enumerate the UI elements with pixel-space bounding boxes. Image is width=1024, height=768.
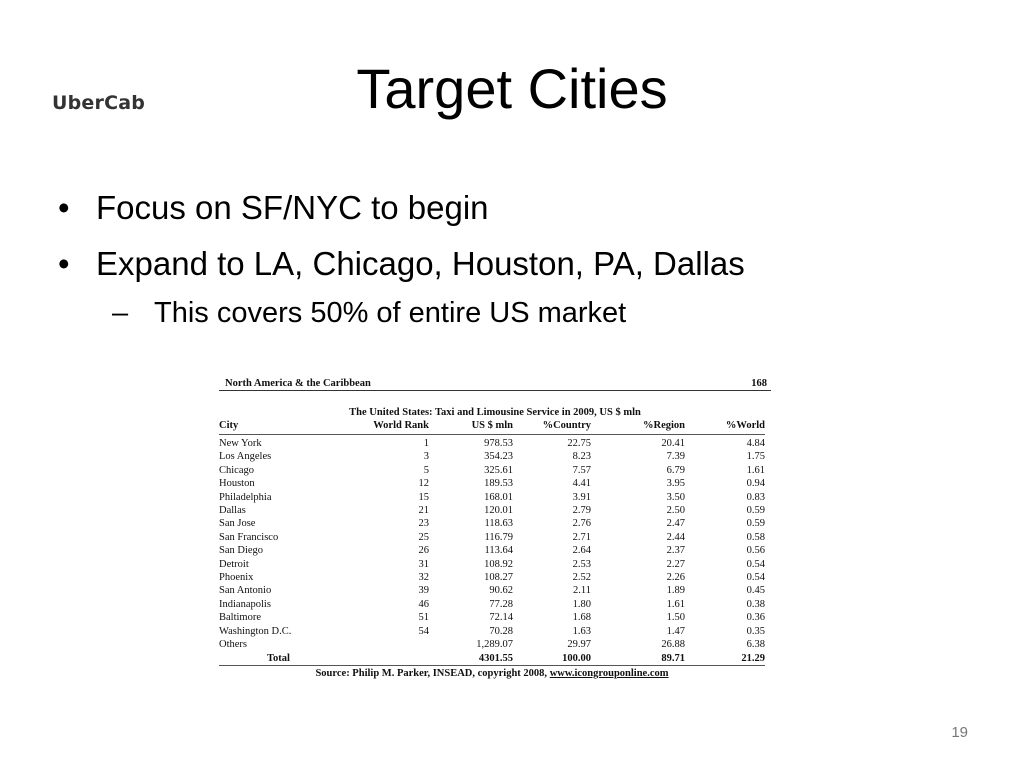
bullet-glyph: • [58, 245, 70, 282]
table-row [219, 584, 765, 597]
table-cell: San Antonio [219, 585, 272, 597]
table-cell: 0.54 [746, 572, 765, 584]
table-cell: 3 [423, 451, 429, 463]
table-cell: 2.11 [573, 585, 591, 597]
table-row [219, 611, 765, 624]
table-cell: 0.59 [746, 518, 765, 530]
table-row [219, 544, 765, 557]
table-cell: Indianapolis [219, 598, 271, 610]
table-total-row [219, 652, 765, 666]
table-row [219, 435, 765, 451]
table-cell: 0.59 [746, 505, 765, 517]
table-cell: Los Angeles [219, 451, 272, 463]
table-cell: 1.89 [666, 585, 685, 597]
table-cell: 0.36 [746, 612, 765, 624]
table-body [219, 435, 765, 666]
table-cell: San Francisco [219, 531, 279, 543]
table-cell: 1.61 [746, 464, 765, 476]
table-cell: Philadelphia [219, 491, 272, 503]
table-cell: 325.61 [484, 464, 513, 476]
table-cell: 90.62 [489, 585, 513, 597]
table-cell: 46 [418, 598, 429, 610]
table-cell: 0.45 [746, 585, 765, 597]
table-cell: 2.52 [572, 572, 591, 584]
table-cell: 4301.55 [429, 652, 513, 666]
table-cell: Chicago [219, 464, 254, 476]
table-cell: 1.80 [572, 598, 591, 610]
bullet-list [58, 186, 958, 332]
table-cell: 22.75 [567, 438, 591, 449]
table-row [219, 491, 765, 504]
market-table-image [219, 378, 771, 679]
table-cell: 29.97 [567, 639, 591, 651]
table-cell: Dallas [219, 505, 246, 517]
sub-bullet-text: This covers 50% of entire US market [154, 297, 627, 329]
table-cell: 32 [418, 572, 429, 584]
table-cell: 31 [418, 558, 429, 570]
table-cell: 120.01 [484, 505, 513, 517]
source-link[interactable]: www.icongrouponline.com [549, 667, 669, 679]
table-cell [339, 638, 429, 651]
table-cell: San Diego [219, 545, 264, 557]
table-cell: 0.38 [746, 598, 765, 610]
table-row [219, 504, 765, 517]
table-cell: 2.50 [666, 505, 685, 517]
table-cell: 118.63 [484, 518, 513, 530]
slide-title: Target Cities [356, 57, 668, 120]
sub-bullet-item [58, 294, 958, 332]
table-cell: 168.01 [484, 491, 513, 503]
table-cell: 2.76 [572, 518, 591, 530]
table-cell: 25 [418, 531, 429, 543]
table-cell: 1.61 [666, 598, 685, 610]
table-source [219, 668, 765, 679]
table-cell: 0.56 [746, 545, 765, 557]
table-cell: 21 [418, 505, 429, 517]
table-cell: San Jose [219, 518, 256, 530]
table-cell: 2.27 [666, 558, 685, 570]
table-cell: Houston [219, 478, 255, 490]
table-cell: 2.26 [666, 572, 685, 584]
table-cell: 3.95 [666, 478, 685, 490]
table-row [219, 464, 765, 477]
table-cell [339, 652, 429, 666]
table-cell: 4.41 [572, 478, 591, 490]
table-cell: 978.53 [484, 438, 513, 449]
table-cell: 15 [418, 491, 429, 503]
table-cell: 116.79 [484, 531, 513, 543]
bullet-item [58, 186, 958, 242]
table-cell: Baltimore [219, 612, 261, 624]
table-cell: 7.39 [666, 451, 685, 463]
table-cell: Phoenix [219, 572, 254, 584]
table-cell: 6.79 [666, 464, 685, 476]
table-cell: 2.37 [666, 545, 685, 557]
table-cell: 89.71 [591, 652, 685, 666]
table-cell: 77.28 [489, 598, 513, 610]
table-row [219, 450, 765, 463]
column-header: City [219, 418, 339, 435]
table-cell: 6.38 [746, 639, 765, 651]
table-row [219, 531, 765, 544]
table-cell: 20.41 [661, 438, 685, 449]
table-cell: 108.92 [484, 558, 513, 570]
table-cell: 1.75 [746, 451, 765, 463]
table-cell: New York [219, 438, 262, 449]
table-page-header [219, 378, 771, 391]
table-cell: 39 [418, 585, 429, 597]
table-cell: 54 [418, 625, 429, 637]
table-cell: 108.27 [484, 572, 513, 584]
table-row [219, 625, 765, 638]
table-cell: Total [219, 652, 339, 666]
table-cell: 23 [418, 518, 429, 530]
table-row [219, 558, 765, 571]
table-cell: 0.35 [746, 625, 765, 637]
column-header: %Region [591, 418, 685, 435]
table-cell: 26.88 [661, 639, 685, 651]
table-cell: 0.58 [746, 531, 765, 543]
table-cell: Detroit [219, 558, 249, 570]
table-cell: 12 [418, 478, 429, 490]
table-cell: Others [219, 639, 247, 651]
column-header: %World [685, 418, 765, 435]
table-cell: 72.14 [489, 612, 513, 624]
bullet-glyph: • [58, 189, 70, 226]
table-cell: 1.63 [572, 625, 591, 637]
table-cell: 5 [423, 464, 429, 476]
source-text: Source: Philip M. Parker, INSEAD, copyright 2008, [315, 667, 550, 679]
table-header-row [219, 418, 765, 435]
table-cell: 113.64 [484, 545, 513, 557]
table-cell: 189.53 [484, 478, 513, 490]
table-cell: 0.83 [746, 491, 765, 503]
table-cell: 21.29 [685, 652, 765, 666]
table-cell: 2.71 [572, 531, 591, 543]
bullet-text: Expand to LA, Chicago, Houston, PA, Dallas [96, 245, 745, 282]
table-row [219, 638, 765, 651]
table-cell: 1.68 [572, 612, 591, 624]
table-cell: 1,289.07 [476, 639, 513, 651]
table-cell: 0.54 [746, 558, 765, 570]
taxi-market-table [219, 418, 765, 666]
table-cell: 70.28 [489, 625, 513, 637]
table-cell: 4.84 [746, 438, 765, 449]
table-region-label: North America & the Caribbean [225, 378, 371, 389]
table-row [219, 477, 765, 490]
table-cell: 1.47 [666, 625, 685, 637]
bullet-item [58, 242, 958, 298]
column-header: %Country [513, 418, 591, 435]
bullet-text: Focus on SF/NYC to begin [96, 189, 489, 226]
table-cell: Washington D.C. [219, 625, 292, 637]
column-header: US $ mln [429, 418, 513, 435]
table-cell: 2.44 [666, 531, 685, 543]
ubercab-logo: UberCab [52, 92, 146, 114]
slide-page-number: 19 [951, 724, 968, 741]
table-cell: 7.57 [572, 464, 591, 476]
table-cell: 8.23 [572, 451, 591, 463]
table-cell: 3.91 [572, 491, 591, 503]
table-cell: 2.79 [572, 505, 591, 517]
table-cell: 2.47 [666, 518, 685, 530]
sub-bullet-glyph: – [112, 297, 129, 329]
column-header: World Rank [339, 418, 429, 435]
table-page-number: 168 [751, 378, 767, 389]
table-row [219, 517, 765, 530]
table-cell: 1.50 [666, 612, 685, 624]
table-cell: 26 [418, 545, 429, 557]
table-cell: 354.23 [484, 451, 513, 463]
table-cell: 2.53 [572, 558, 591, 570]
table-cell: 0.94 [746, 478, 765, 490]
table-cell: 2.64 [572, 545, 591, 557]
table-cell: 51 [418, 612, 429, 624]
table-cell: 1 [423, 438, 429, 449]
table-cell: 3.50 [666, 491, 685, 503]
table-cell: 100.00 [513, 652, 591, 666]
table-row [219, 598, 765, 611]
table-row [219, 571, 765, 584]
table-caption: The United States: Taxi and Limousine Service in 2009, US $ mln [349, 407, 641, 418]
